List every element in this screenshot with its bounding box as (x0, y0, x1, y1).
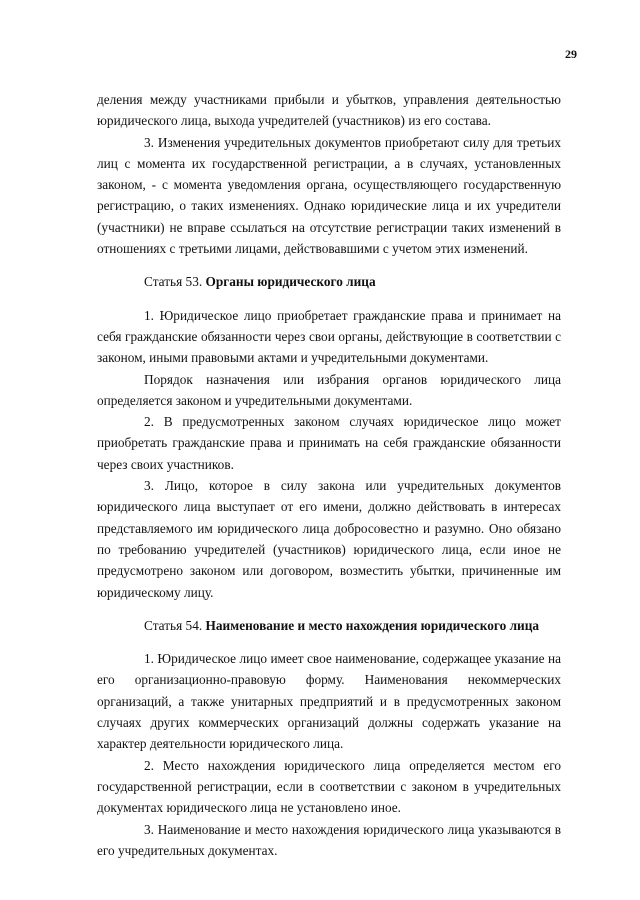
article-54-paragraph: 3. Наименование и место нахождения юридического лица указываются в его учредительных документах. (97, 821, 561, 858)
paragraph: 3. Изменения учредительных документов приобретают силу для третьих лиц с момента их государственной регистрации, а в случаях, установленных законом, - с момента уведомления органа, осуществляющего государственную регистрацию, о таких изменениях. Однако юридические лица и их учредители (участники) не вправе ссылаться на отсутствие регистрации таких изменений в отношениях с третьими лицами, действовавшими с учетом этих изменений. (97, 134, 561, 257)
article-53-title: Органы юридического лица (205, 274, 376, 290)
article-54-heading (97, 615, 561, 636)
article-53-paragraph: 1. Юридическое лицо приобретает гражданские права и принимает на себя гражданские обязанности через свои органы, действующие в соответствии с законом, иными правовыми актами и учредительными документами. (97, 307, 561, 366)
article-54-paragraph: 1. Юридическое лицо имеет свое наименование, содержащее указание на его организационно-правовую форму. Наименования некоммерческих организаций, а также унитарных предприятий и в предусмотренных законом случаях других коммерческих организаций должны содержать указание на характер деятельности юридического лица. (97, 651, 561, 752)
article-53-paragraph: 3. Лицо, которое в силу закона или учредительных документов юридического лица выступает от его имени, должно действовать в интересах представляемого им юридического лица добросовестно и разумно. Оно обязано по требованию учредителей (участников) юридического лица, если иное не предусмотрено законом или договором, возместить убытки, причиненные им юридическому лицу. (97, 478, 561, 600)
article-54-paragraph: 2. Место нахождения юридического лица определяется местом его государственной регистрации, если в соответствии с законом в учредительных документах юридического лица не установлено иное. (97, 757, 561, 816)
spacer (97, 293, 561, 305)
article-53-paragraph: Порядок назначения или избрания органов юридического лица определяется законом и учредительными документами. (97, 371, 561, 408)
article-54-prefix: Статья 54. (144, 617, 203, 633)
article-54-title: Наименование и место нахождения юридического лица (205, 617, 539, 633)
page-body (97, 89, 561, 861)
page-number: 29 (565, 47, 577, 61)
article-53-heading (97, 271, 561, 292)
spacer (97, 259, 561, 271)
article-53-prefix: Статья 53. (144, 274, 203, 290)
spacer (97, 636, 561, 648)
spacer (97, 603, 561, 615)
continued-paragraph: деления между участниками прибыли и убытков, управления деятельностью юридического лица, выхода учредителей (участников) из его состава. (97, 92, 561, 129)
article-53-paragraph: 2. В предусмотренных законом случаях юридическое лицо может приобретать гражданские права и принимать на себя гражданские обязанности через своих участников. (97, 414, 561, 472)
